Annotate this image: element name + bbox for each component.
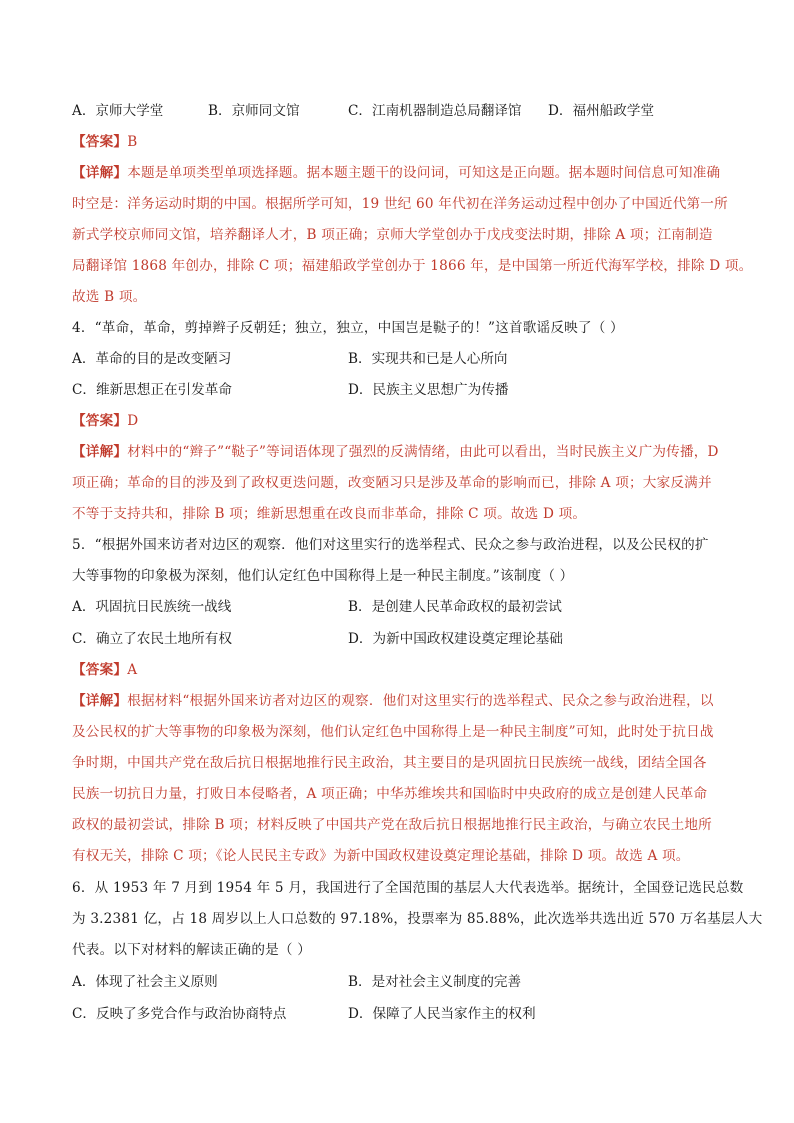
q3-option-b: B．京师同文馆 <box>208 103 300 119</box>
q5-stem-line: 5．“根据外国来访者对边区的观察．他们对这里实行的选举程式、民众之参与政治进程，以及公民权的扩 <box>72 537 709 553</box>
detail-tag: 【详解】 <box>72 165 128 181</box>
q3-option-d: D．福州船政学堂 <box>548 103 655 119</box>
detail-text: 材料中的“辫子”“鞑子”等词语体现了强烈的反满情绪，由此可以看出，当时民族主义广为传播，D <box>127 444 719 460</box>
detail-text: 本题是单项类型单项选择题。据本题主题干的设问词，可知这是正向题。据本题时间信息可知准确 <box>127 165 721 181</box>
q3-option-a: A．京师大学堂 <box>72 103 164 119</box>
q5-detail-line: 有权无关，排除 C 项；《论人民民主专政》为新中国政权建设奠定理论基础，排除 D 项。故选 A 项。 <box>72 848 690 864</box>
q5-option-d: D．为新中国政权建设奠定理论基础 <box>348 631 563 647</box>
q5-stem-line: 大等事物的印象极为深刻，他们认定红色中国称得上是一种民主制度。”该制度（ ） <box>72 568 574 584</box>
q4-detail-line: 不等于支持共和，排除 B 项；维新思想重在改良而非革命，排除 C 项。故选 D 项。 <box>72 506 587 522</box>
q5-detail-line <box>72 692 722 710</box>
answer-value: B <box>127 134 138 150</box>
q4-detail-line: 项正确；革命的目的涉及到了政权更迭问题，改变陋习只是涉及革命的影响而已，排除 A 项；大家反满并 <box>72 475 712 491</box>
q4-option-a: A．革命的目的是改变陋习 <box>72 351 232 367</box>
q6-option-c: C．反映了多党合作与政治协商特点 <box>72 1006 287 1022</box>
detail-tag: 【详解】 <box>72 444 128 460</box>
q3-detail-line: 故选 B 项。 <box>72 289 147 305</box>
q3-detail-line: 新式学校京师同文馆，培养翻译人才，B 项正确；京师大学堂创办于戊戌变法时期，排除 A 项；江南制造 <box>72 227 713 243</box>
q5-option-c: C．确立了农民土地所有权 <box>72 631 232 647</box>
q4-answer <box>72 412 722 430</box>
q5-detail-line: 争时期，中国共产党在敌后抗日根据地推行民主政治，其主要目的是巩固抗日民族统一战线，团结全国各 <box>72 755 707 771</box>
q4-option-c: C．维新思想正在引发革命 <box>72 382 232 398</box>
q6-stem-line: 代表。以下对材料的解读正确的是（ ） <box>72 942 312 958</box>
answer-value: D <box>127 413 139 429</box>
q6-option-a: A．体现了社会主义原则 <box>72 974 218 990</box>
q5-answer <box>72 661 722 679</box>
q4-option-d: D．民族主义思想广为传播 <box>348 382 509 398</box>
q6-stem-line: 为 3.2381 亿，占 18 周岁以上人口总数的 97.18%，投票率为 85.88%，此次选举共选出近 570 万名基层人大 <box>72 911 763 927</box>
answer-tag: 【答案】 <box>72 134 128 150</box>
q4-detail-line <box>72 443 722 461</box>
detail-text: 根据材料“根据外国来访者对边区的观察．他们对这里实行的选举程式、民众之参与政治进程，以 <box>127 693 714 709</box>
answer-tag: 【答案】 <box>72 413 128 429</box>
q3-option-c: C．江南机器制造总局翻译馆 <box>348 103 522 119</box>
q6-stem-line: 6．从 1953 年 7 月到 1954 年 5 月，我国进行了全国范围的基层人大代表选举。据统计，全国登记选民总数 <box>72 880 744 896</box>
q5-detail-line: 政权的最初尝试，排除 B 项；材料反映了中国共产党在敌后抗日根据地推行民主政治，与确立农民土地所 <box>72 817 712 833</box>
q3-detail-line: 时空是：洋务运动时期的中国。根据所学可知，19 世纪 60 年代初在洋务运动过程中创办了中国近代第一所 <box>72 196 728 212</box>
q3-detail-line: 局翻译馆 1868 年创办，排除 C 项；福建船政学堂创办于 1866 年，是中国第一所近代海军学校，排除 D 项。 <box>72 258 753 274</box>
q5-detail-line: 及公民权的扩大等事物的印象极为深刻，他们认定红色中国称得上是一种民主制度”可知，此时处于抗日战 <box>72 724 714 740</box>
q5-option-a: A．巩固抗日民族统一战线 <box>72 599 232 615</box>
answer-value: A <box>127 662 138 678</box>
detail-tag: 【详解】 <box>72 693 128 709</box>
q3-detail-line <box>72 164 722 182</box>
answer-tag: 【答案】 <box>72 662 128 678</box>
q4-option-b: B．实现共和已是人心所向 <box>348 351 508 367</box>
q6-option-b: B．是对社会主义制度的完善 <box>348 974 522 990</box>
q5-detail-line: 民族一切抗日力量，打败日本侵略者，A 项正确；中华苏维埃共和国临时中央政府的成立是创建人民革命 <box>72 786 708 802</box>
q6-option-d: D．保障了人民当家作主的权利 <box>348 1006 536 1022</box>
q3-answer <box>72 133 722 151</box>
q4-stem: 4．“革命，革命，剪掉辫子反朝廷；独立，独立，中国岂是鞑子的！”这首歌谣反映了（ ） <box>72 320 624 336</box>
q5-option-b: B．是创建人民革命政权的最初尝试 <box>348 599 562 615</box>
